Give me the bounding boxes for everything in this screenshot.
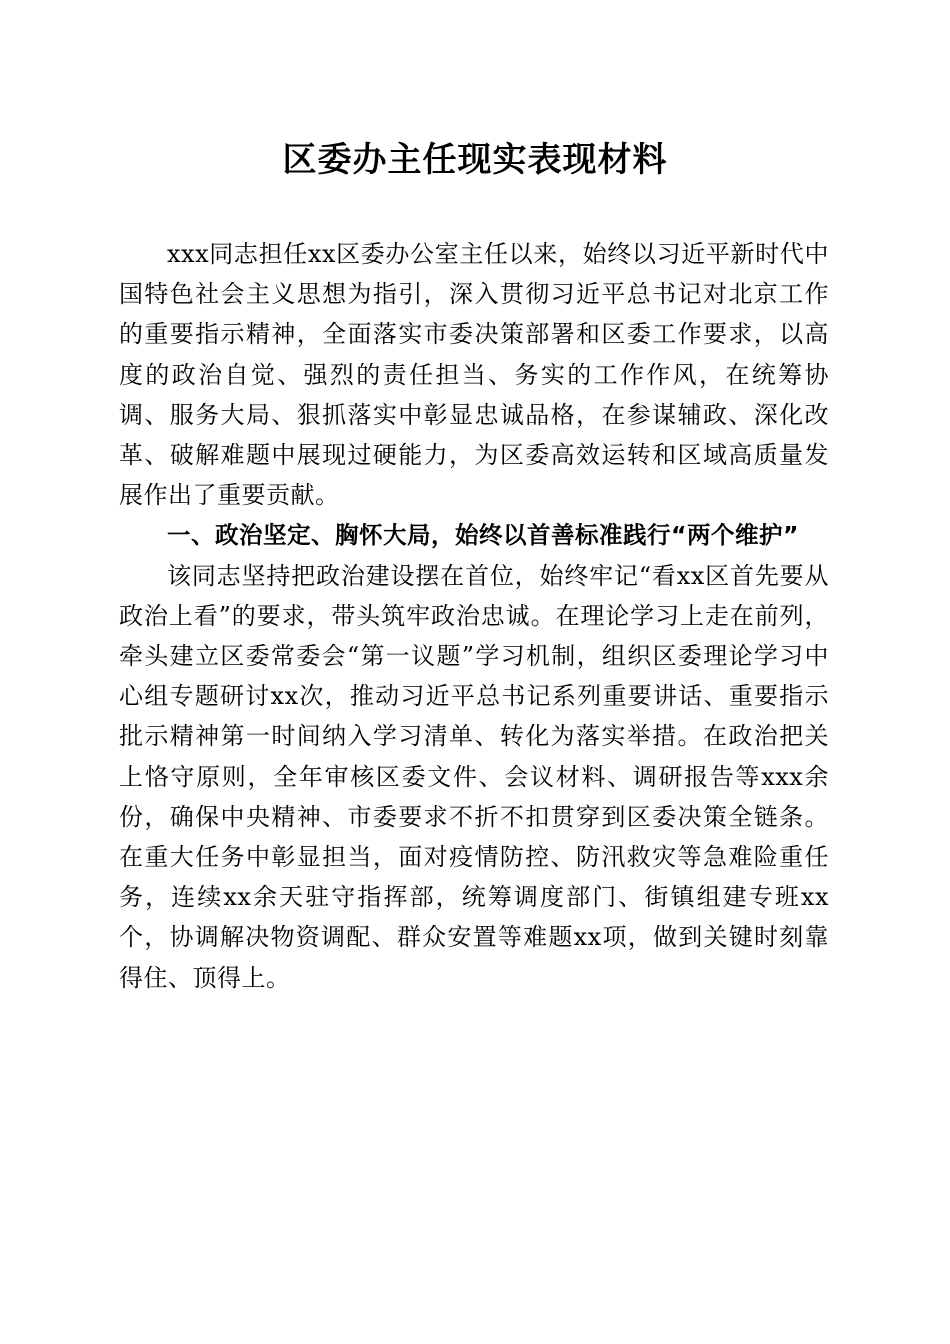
document-body — [119, 234, 829, 998]
intro-paragraph: xxx同志担任xx区委办公室主任以来，始终以习近平新时代中国特色社会主义思想为指引，深入贯彻习近平总书记对北京工作的重要指示精神，全面落实市委决策部署和区委工作要求，以高度的政治自觉、强烈的责任担当、务实的工作作风，在统筹协调、服务大局、狠抓落实中彰显忠诚品格，在参谋辅政、深化改革、破解难题中展现过硬能力，为区委高效运转和区域高质量发展作出了重要贡献。 — [119, 240, 829, 510]
section-1-paragraph: 该同志坚持把政治建设摆在首位，始终牢记“看xx区首先要从政治上看”的要求，带头筑牢政治忠诚。在理论学习上走在前列，牵头建立区委常委会“第一议题”学习机制，组织区委理论学习中心组专题研讨xx次，推动习近平总书记系列重要讲话、重要指示批示精神第一时间纳入学习清单、转化为落实举措。在政治把关上恪守原则，全年审核区委文件、会议材料、调研报告等xxx余份，确保中央精神、市委要求不折不扣贯穿到区委决策全链条。在重大任务中彰显担当，面对疫情防控、防汛救灾等急难险重任务，连续xx余天驻守指挥部，统筹调度部门、街镇组建专班xx个，协调解决物资调配、群众安置等难题xx项，做到关键时刻靠得住、顶得上。 — [119, 561, 829, 992]
section-heading-1: 一、政治坚定、胸怀大局，始终以首善标准践行“两个维护” — [167, 521, 799, 550]
document-title: 区委办主任现实表现材料 — [282, 140, 668, 180]
